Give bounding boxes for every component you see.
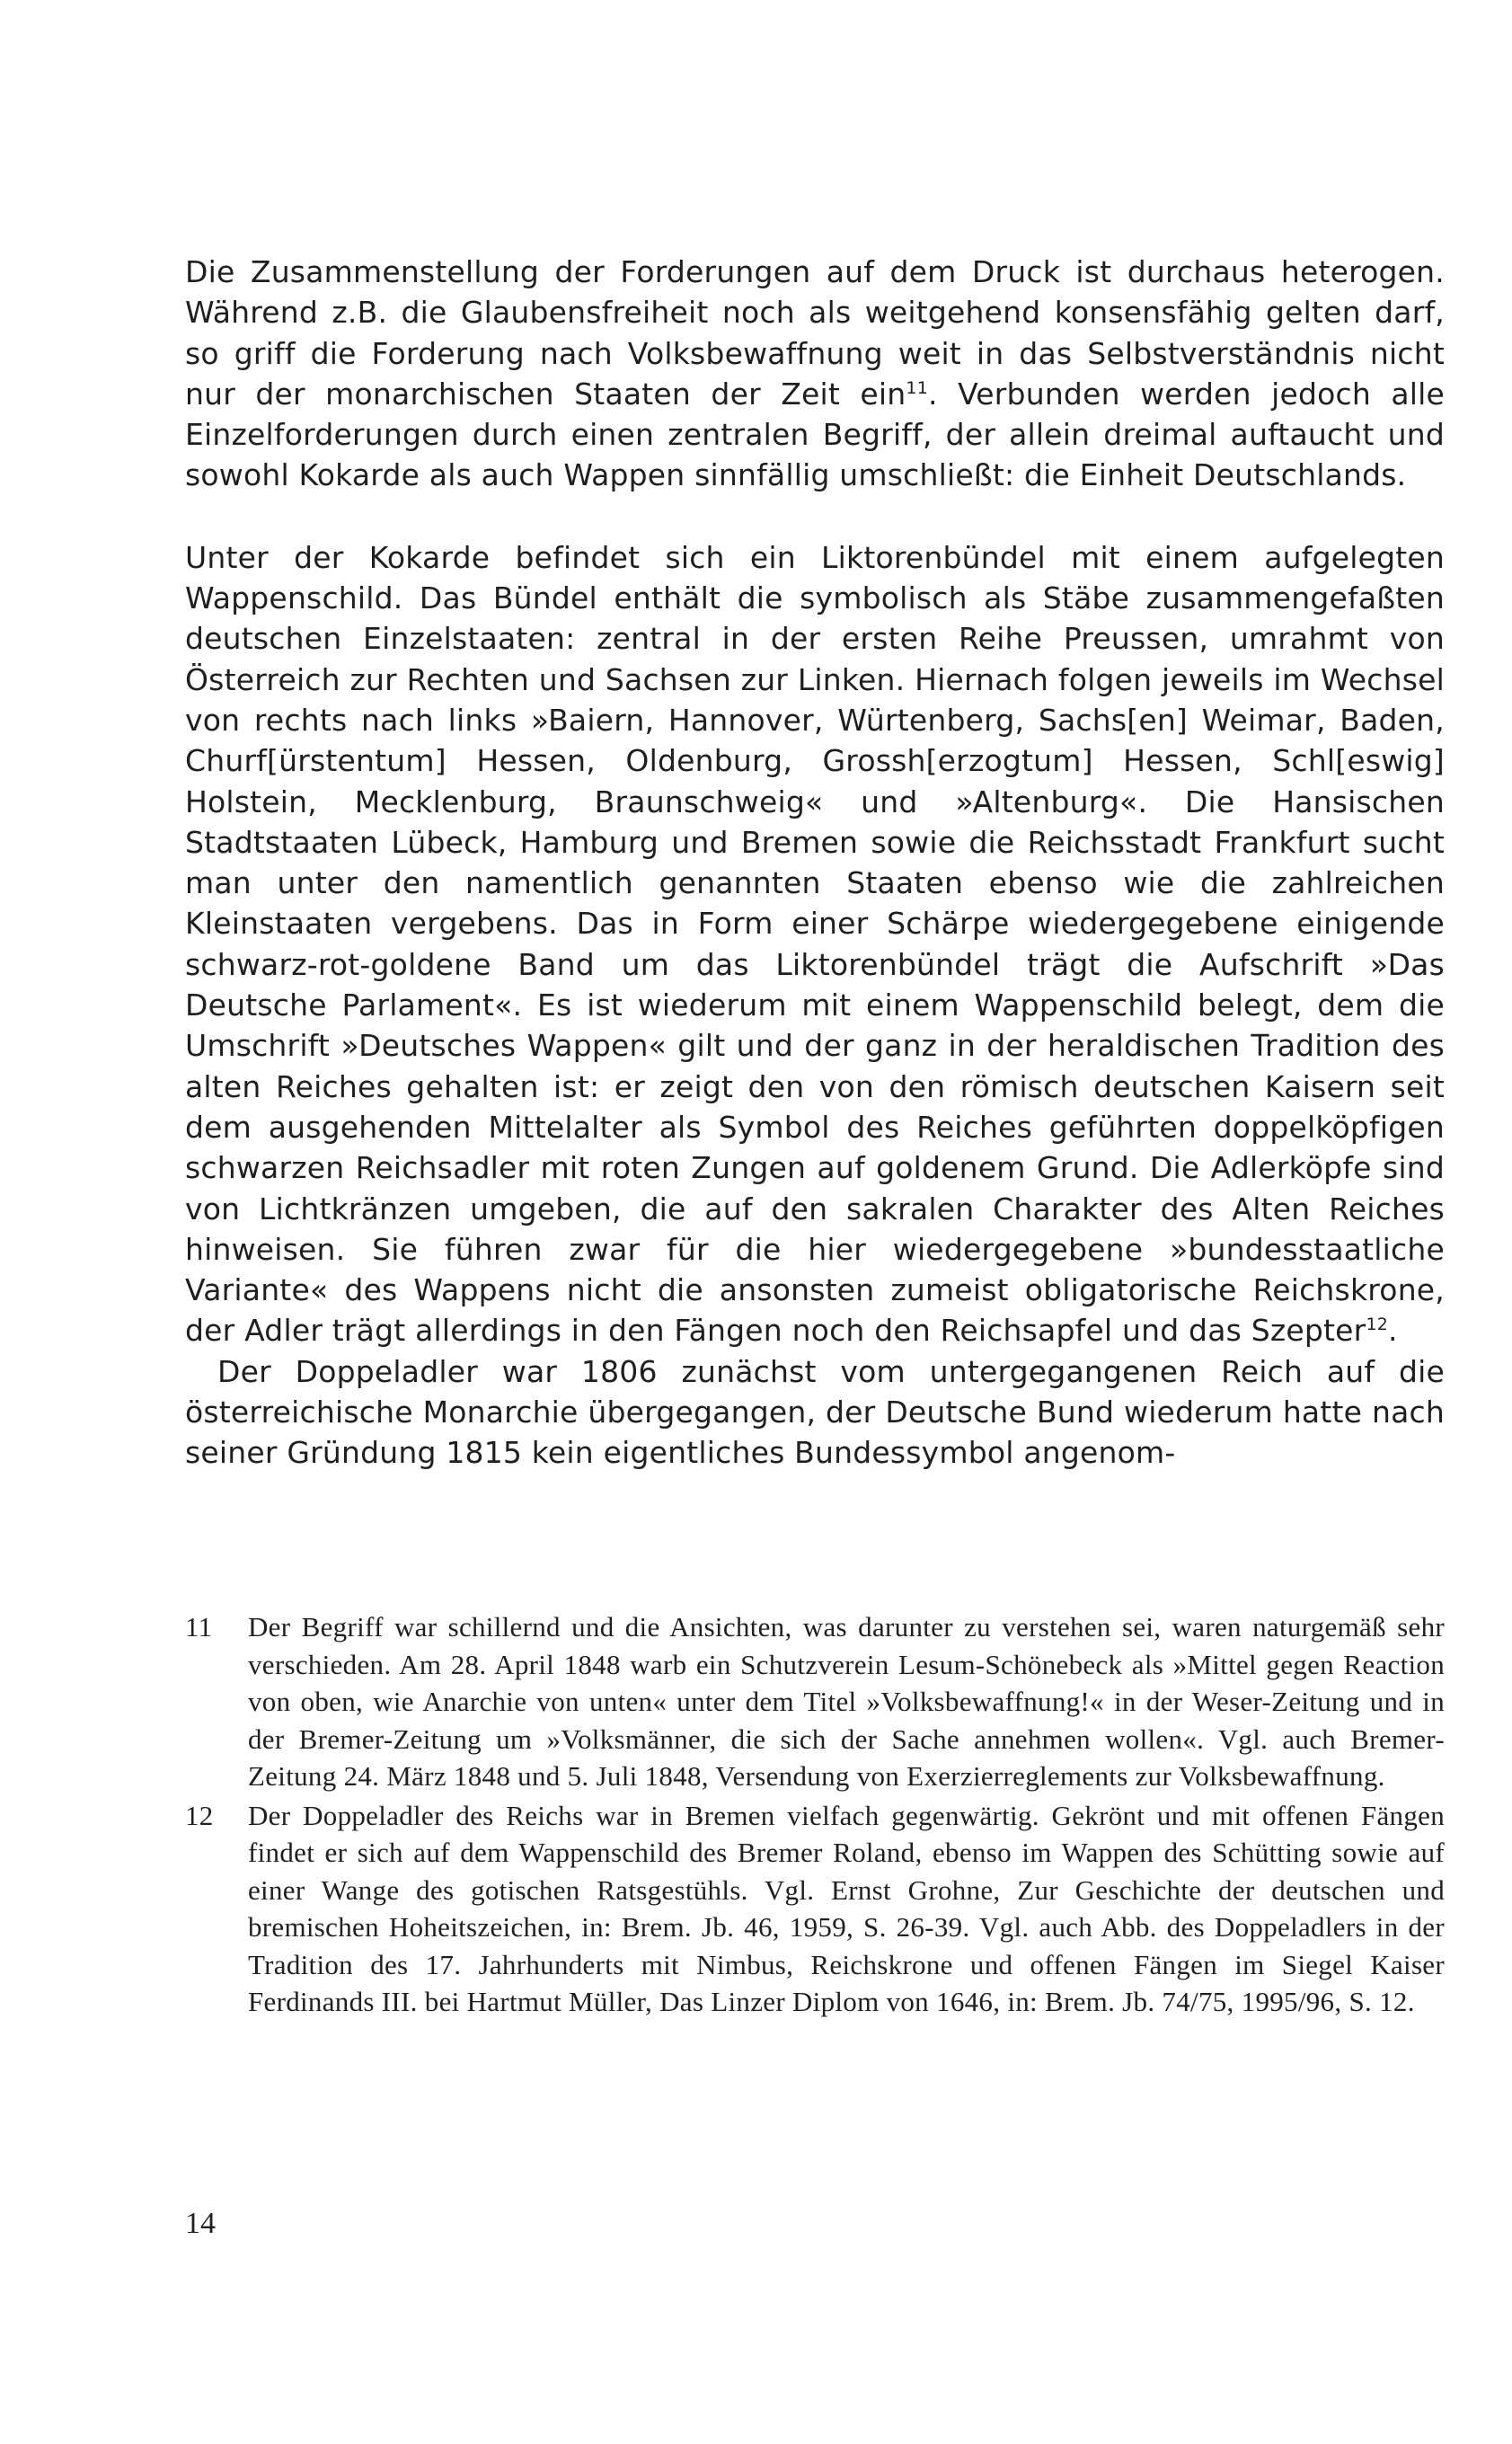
paragraph-3: Der Doppeladler war 1806 zunächst vom untergegangenen Reich auf die österreichische Monarchie übergegangen, der Deutsche Bund wiederum hatte nach seiner Gründung 1815 kein eigentliches Bundessymbol angenom-: [185, 1353, 1445, 1471]
footnote-text: Der Begriff war schillernd und die Ansichten, was darunter zu verstehen sei, waren naturgemäß sehr verschieden. Am 28. April 1848 warb ein Schutzverein Lesum-Schönebeck als »Mittel gegen Reaction von oben, wie Anarchie von unten« unter dem Titel »Volksbewaffnung!« in der Weser-Zeitung und in der Bremer-Zeitung um »Volksmänner, die sich der Sache annehmen wollen«. Vgl. auch Bremer-Zeitung 24. März 1848 und 5. Juli 1848, Versendung von Exerzierreglements zur Volksbewaffnung.: [248, 1611, 1445, 1792]
footnote-11: [185, 1608, 1445, 1795]
footnotes: [185, 1608, 1445, 2021]
footnote-ref-11: 11: [906, 377, 928, 398]
footnote-ref-12: 12: [1366, 1315, 1389, 1335]
footnote-number: 12: [185, 1799, 214, 1831]
paragraph-2-text-b: .: [1388, 1313, 1398, 1349]
page-number: 14: [185, 2207, 216, 2240]
paragraph-1: [185, 252, 1445, 496]
paragraph-2-text-a: Unter der Kokarde befindet sich ein Liktorenbündel mit einem aufgelegten Wappenschild. Das Bündel enthält die symbolisch als Stäbe zusammengefaßten deutschen Einzelstaaten: zentral in der ersten Reihe Preussen, umrahmt von Österreich zur Rechten und Sachsen zur Linken. Hiernach folgen jeweils im Wechsel von rechts nach links »Baiern, Hannover, Würtenberg, Sachs[en] Weimar, Baden, Churf[ürstentum] Hessen, Oldenburg, Grossh[erzogtum] Hessen, Schl[eswig] Holstein, Mecklenburg, Braunschweig« und »Altenburg«. Die Hansischen Stadtstaaten Lübeck, Hamburg und Bremen sowie die Reichsstadt Frankfurt sucht man unter den namentlich genannten Staaten ebenso wie die zahlreichen Kleinstaaten vergebens. Das in Form einer Schärpe wiedergegebene einigende schwarz-rot-goldene Band um das Liktorenbündel trägt die Aufschrift »Das Deutsche Parlament«. Es ist wiederum mit einem Wappenschild belegt, dem die Umschrift »Deutsches Wappen« gilt und der ganz in der heraldischen Tradition des alten Reiches gehalten ist: er zeigt den von den römisch deutschen Kaisern seit dem ausgehenden Mittelalter als Symbol des Reiches geführten doppelköpfigen schwarzen Reichsadler mit roten Zungen auf goldenem Grund. Die Adlerköpfe sind von Lichtkränzen umgeben, die auf den sakralen Charakter des Alten Reiches hinweisen. Sie führen zwar für die hier wiedergegebene »bundesstaatliche Variante« des Wappens nicht die ansonsten zumeist obligatorische Reichskrone, der Adler trägt allerdings in den Fängen noch den Reichsapfel und das Szepter: [185, 539, 1445, 1349]
footnote-text: Der Doppeladler des Reichs war in Bremen vielfach gegenwärtig. Gekrönt und mit offenen Fängen findet er sich auf dem Wappenschild des Bremer Roland, ebenso im Wappen des Schütting sowie auf einer Wange des gotischen Ratsgestühls. Vgl. Ernst Grohne, Zur Geschichte der deutschen und bremischen Hoheitszeichen, in: Brem. Jb. 46, 1959, S. 26-39. Vgl. auch Abb. des Doppeladlers in der Tradition des 17. Jahrhunderts mit Nimbus, Reichskrone und offenen Fängen im Siegel Kaiser Ferdinands III. bei Hartmut Müller, Das Linzer Diplom von 1646, in: Brem. Jb. 74/75, 1995/96, S. 12.: [248, 1799, 1445, 2017]
paragraph-2: [185, 537, 1445, 1351]
paragraph-1-text-b: . Verbunden werden jedoch alle Einzelforderungen durch einen zentralen Begriff, der allein dreimal auftaucht und sowohl Kokarde als auch Wappen sinnfällig umschließt: die Einheit Deutschlands.: [185, 376, 1446, 493]
footnote-12: [185, 1797, 1445, 2021]
footnote-number: 11: [185, 1611, 213, 1643]
paragraph-1-text-a: Die Zusammenstellung der Forderungen auf dem Druck ist durchaus heterogen. Während z.B. die Glaubensfreiheit noch als weitgehend konsensfähig gelten darf, so griff die Forderung nach Volksbewaffnung weit in das Selbstverständnis nicht nur der monarchischen Staaten der Zeit ein: [185, 254, 1445, 412]
main-text: [185, 252, 1445, 1474]
